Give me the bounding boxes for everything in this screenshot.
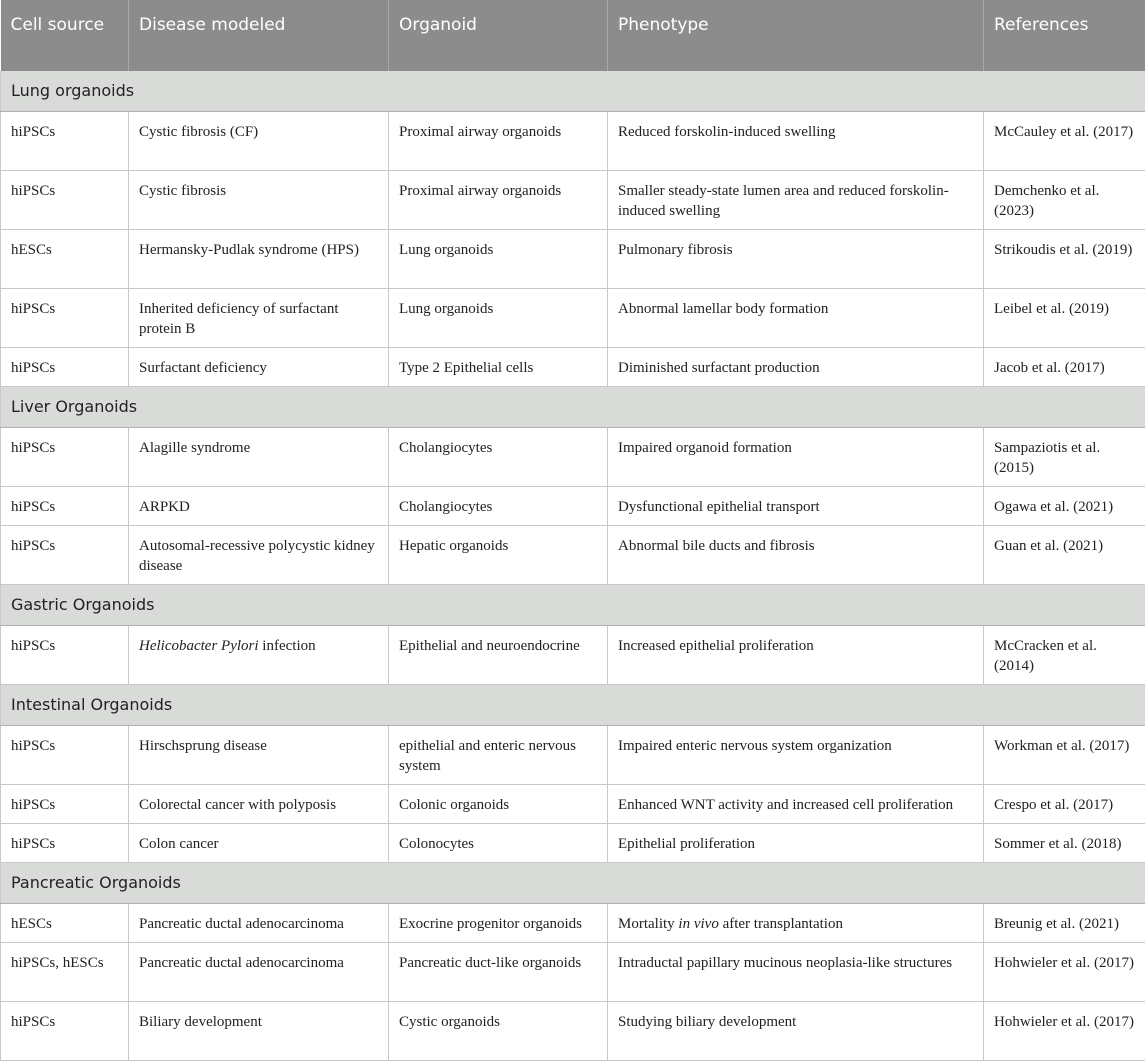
- disease-modeled-cell: Colon cancer: [129, 824, 389, 863]
- table-row: [1, 487, 1145, 526]
- header-cell: Disease modeled: [129, 0, 389, 71]
- reference-cell: Sommer et al. (2018): [984, 824, 1145, 863]
- section-row: [1, 863, 1145, 904]
- section-row: [1, 387, 1145, 428]
- phenotype-cell: Mortality in vivo after transplantation: [608, 904, 984, 943]
- section-title: Pancreatic Organoids: [1, 863, 1145, 904]
- cell-source-cell: hiPSCs: [1, 289, 129, 348]
- phenotype-cell: Epithelial proliferation: [608, 824, 984, 863]
- table-row: [1, 428, 1145, 487]
- section-row: [1, 585, 1145, 626]
- phenotype-cell: Pulmonary fibrosis: [608, 230, 984, 289]
- disease-modeled-cell: Colorectal cancer with polyposis: [129, 785, 389, 824]
- disease-modeled-cell: ARPKD: [129, 487, 389, 526]
- disease-modeled-cell: Hermansky-Pudlak syndrome (HPS): [129, 230, 389, 289]
- section-title: Intestinal Organoids: [1, 685, 1145, 726]
- section-title: Liver Organoids: [1, 387, 1145, 428]
- cell-source-cell: hiPSCs: [1, 626, 129, 685]
- table-row: [1, 785, 1145, 824]
- phenotype-cell: Studying biliary development: [608, 1002, 984, 1061]
- reference-cell: McCauley et al. (2017): [984, 112, 1145, 171]
- organoid-cell: Epithelial and neuroendocrine: [389, 626, 608, 685]
- disease-modeled-cell: Helicobacter Pylori infection: [129, 626, 389, 685]
- table-row: [1, 112, 1145, 171]
- disease-modeled-cell: Cystic fibrosis (CF): [129, 112, 389, 171]
- cell-source-cell: hESCs: [1, 904, 129, 943]
- reference-cell: Breunig et al. (2021): [984, 904, 1145, 943]
- header-cell: Organoid: [389, 0, 608, 71]
- cell-source-cell: hiPSCs: [1, 726, 129, 785]
- cell-source-cell: hiPSCs: [1, 824, 129, 863]
- phenotype-cell: Dysfunctional epithelial transport: [608, 487, 984, 526]
- table-row: [1, 230, 1145, 289]
- cell-source-cell: hiPSCs: [1, 171, 129, 230]
- disease-modeled-cell: Alagille syndrome: [129, 428, 389, 487]
- organoid-cell: Proximal airway organoids: [389, 112, 608, 171]
- reference-cell: Leibel et al. (2019): [984, 289, 1145, 348]
- organoid-cell: Colonic organoids: [389, 785, 608, 824]
- phenotype-cell: Impaired enteric nervous system organization: [608, 726, 984, 785]
- organoid-cell: epithelial and enteric nervous system: [389, 726, 608, 785]
- phenotype-cell: Smaller steady-state lumen area and reduced forskolin-induced swelling: [608, 171, 984, 230]
- reference-cell: Workman et al. (2017): [984, 726, 1145, 785]
- disease-modeled-cell: Biliary development: [129, 1002, 389, 1061]
- cell-source-cell: hiPSCs: [1, 1002, 129, 1061]
- reference-cell: Strikoudis et al. (2019): [984, 230, 1145, 289]
- reference-cell: Crespo et al. (2017): [984, 785, 1145, 824]
- organoid-cell: Cystic organoids: [389, 1002, 608, 1061]
- disease-modeled-cell: Cystic fibrosis: [129, 171, 389, 230]
- cell-source-cell: hiPSCs: [1, 487, 129, 526]
- disease-modeled-cell: Pancreatic ductal adenocarcinoma: [129, 943, 389, 1002]
- disease-modeled-cell: Pancreatic ductal adenocarcinoma: [129, 904, 389, 943]
- disease-modeled-cell: Hirschsprung disease: [129, 726, 389, 785]
- cell-source-cell: hiPSCs: [1, 348, 129, 387]
- cell-source-cell: hiPSCs: [1, 526, 129, 585]
- table-row: [1, 526, 1145, 585]
- reference-cell: Hohwieler et al. (2017): [984, 1002, 1145, 1061]
- organoid-cell: Type 2 Epithelial cells: [389, 348, 608, 387]
- header-row: [1, 0, 1145, 71]
- organoid-cell: Proximal airway organoids: [389, 171, 608, 230]
- organoid-cell: Pancreatic duct-like organoids: [389, 943, 608, 1002]
- disease-modeled-cell: Inherited deficiency of surfactant protein B: [129, 289, 389, 348]
- table-row: [1, 824, 1145, 863]
- table-row: [1, 626, 1145, 685]
- organoid-cell: Hepatic organoids: [389, 526, 608, 585]
- phenotype-cell: Abnormal bile ducts and fibrosis: [608, 526, 984, 585]
- section-title: Gastric Organoids: [1, 585, 1145, 626]
- phenotype-cell: Increased epithelial proliferation: [608, 626, 984, 685]
- disease-modeled-cell: Surfactant deficiency: [129, 348, 389, 387]
- header-cell: Phenotype: [608, 0, 984, 71]
- phenotype-cell: Intraductal papillary mucinous neoplasia-like structures: [608, 943, 984, 1002]
- reference-cell: Demchenko et al. (2023): [984, 171, 1145, 230]
- phenotype-cell: Enhanced WNT activity and increased cell proliferation: [608, 785, 984, 824]
- table-row: [1, 289, 1145, 348]
- reference-cell: Guan et al. (2021): [984, 526, 1145, 585]
- cell-source-cell: hiPSCs, hESCs: [1, 943, 129, 1002]
- table-row: [1, 1002, 1145, 1061]
- reference-cell: McCracken et al. (2014): [984, 626, 1145, 685]
- reference-cell: Ogawa et al. (2021): [984, 487, 1145, 526]
- table-row: [1, 171, 1145, 230]
- reference-cell: Sampaziotis et al. (2015): [984, 428, 1145, 487]
- table-row: [1, 348, 1145, 387]
- phenotype-cell: Impaired organoid formation: [608, 428, 984, 487]
- organoid-cell: Colonocytes: [389, 824, 608, 863]
- organoid-cell: Lung organoids: [389, 289, 608, 348]
- table-row: [1, 943, 1145, 1002]
- disease-modeled-cell: Autosomal-recessive polycystic kidney disease: [129, 526, 389, 585]
- organoid-cell: Cholangiocytes: [389, 428, 608, 487]
- cell-source-cell: hiPSCs: [1, 112, 129, 171]
- header-cell: References: [984, 0, 1145, 71]
- header-cell: Cell source: [1, 0, 129, 71]
- reference-cell: Jacob et al. (2017): [984, 348, 1145, 387]
- reference-cell: Hohwieler et al. (2017): [984, 943, 1145, 1002]
- cell-source-cell: hiPSCs: [1, 785, 129, 824]
- section-row: [1, 685, 1145, 726]
- section-title: Lung organoids: [1, 71, 1145, 112]
- cell-source-cell: hiPSCs: [1, 428, 129, 487]
- table-row: [1, 904, 1145, 943]
- table-row: [1, 726, 1145, 785]
- phenotype-cell: Diminished surfactant production: [608, 348, 984, 387]
- phenotype-cell: Abnormal lamellar body formation: [608, 289, 984, 348]
- section-row: [1, 71, 1145, 112]
- organoid-cell: Lung organoids: [389, 230, 608, 289]
- organoid-cell: Exocrine progenitor organoids: [389, 904, 608, 943]
- cell-source-cell: hESCs: [1, 230, 129, 289]
- organoid-cell: Cholangiocytes: [389, 487, 608, 526]
- phenotype-cell: Reduced forskolin-induced swelling: [608, 112, 984, 171]
